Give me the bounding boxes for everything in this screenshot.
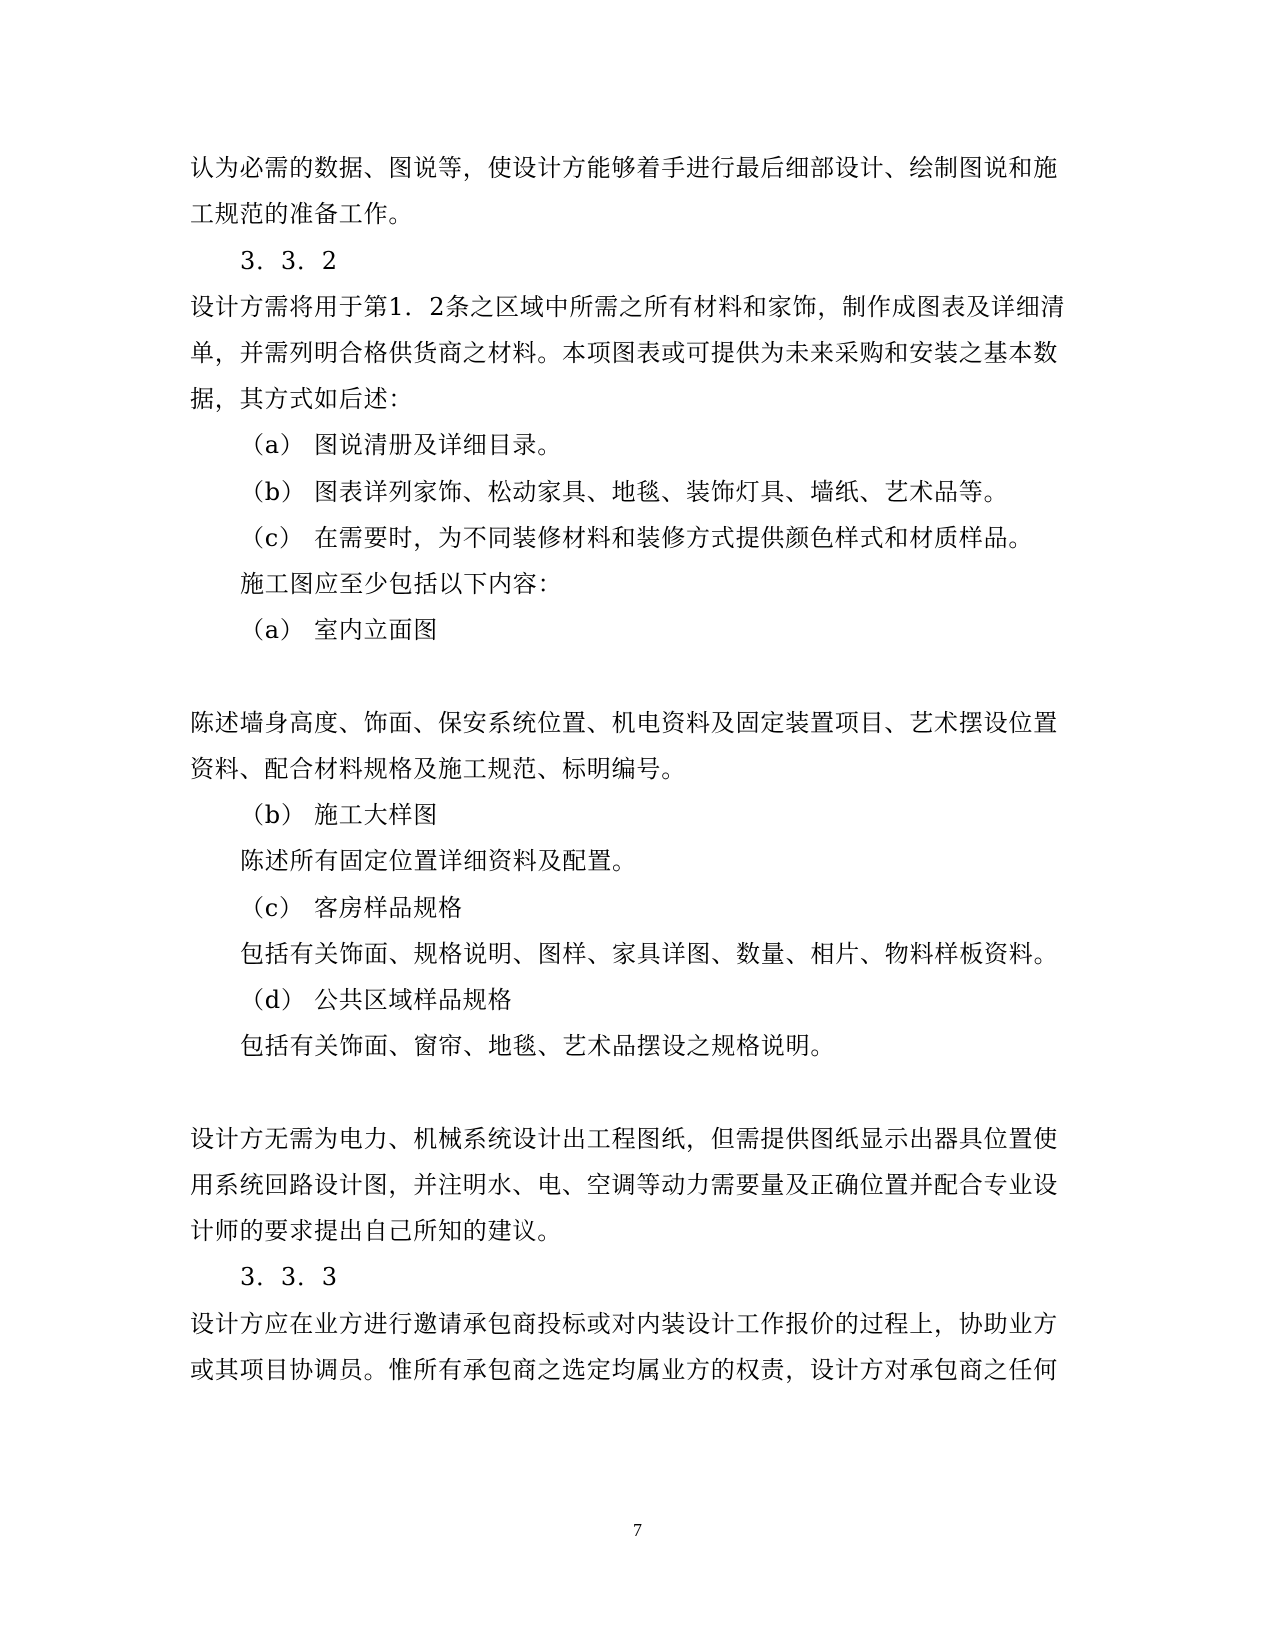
paragraph-line: 设计方无需为电力、机械系统设计出工程图纸，但需提供图纸显示出器具位置使: [190, 1125, 1058, 1153]
paragraph-line: 用系统回路设计图，并注明水、电、空调等动力需要量及正确位置并配合专业设: [190, 1171, 1058, 1199]
list-marker: （c）: [240, 894, 304, 922]
list-marker: （d）: [240, 986, 306, 1014]
paragraph-line: 资料、配合材料规格及施工规范、标明编号。: [190, 755, 686, 783]
list-item-text: 施工大样图: [314, 801, 438, 829]
list-item: [240, 430, 562, 460]
list-item-text: 室内立面图: [314, 616, 438, 644]
paragraph-line: 单，并需列明合格供货商之材料。本项图表或可提供为未来采购和安装之基本数: [190, 339, 1058, 367]
section-number-3-3-2: 3．3．2: [240, 247, 338, 275]
list-marker: （a）: [240, 616, 305, 644]
list-marker: （b）: [240, 478, 306, 506]
paragraph-line: 据，其方式如后述：: [190, 385, 414, 413]
list-marker: （b）: [240, 801, 306, 829]
item-description: 陈述所有固定位置详细资料及配置。: [240, 847, 637, 875]
section-number-3-3-3: 3．3．3: [240, 1263, 338, 1291]
paragraph-line: 设计方应在业方进行邀请承包商投标或对内装设计工作报价的过程上，协助业方: [190, 1310, 1058, 1338]
paragraph-line: 认为必需的数据、图说等，使设计方能够着手进行最后细部设计、绘制图说和施: [190, 154, 1058, 182]
list-item: [240, 477, 1008, 507]
paragraph-line: 设计方需将用于第1．2条之区域中所需之所有材料和家饰，制作成图表及详细清: [190, 293, 1066, 321]
list-item: [240, 985, 512, 1015]
list-item: [240, 893, 463, 923]
list-marker: （a）: [240, 431, 305, 459]
paragraph-line: 计师的要求提出自己所知的建议。: [190, 1217, 562, 1245]
list-item-text: 图表详列家饰、松动家具、地毯、装饰灯具、墙纸、艺术品等。: [314, 478, 1009, 506]
construction-intro: 施工图应至少包括以下内容：: [240, 570, 563, 598]
list-item-text: 公共区域样品规格: [314, 986, 513, 1014]
list-marker: （c）: [240, 524, 304, 552]
list-item-text: 在需要时，为不同装修材料和装修方式提供颜色样式和材质样品。: [314, 524, 1034, 552]
paragraph-line: 工规范的准备工作。: [190, 200, 414, 228]
paragraph-line: 或其项目协调员。惟所有承包商之选定均属业方的权责，设计方对承包商之任何: [190, 1356, 1058, 1384]
list-item-text: 图说清册及详细目录。: [314, 431, 562, 459]
list-item: [240, 800, 438, 830]
list-item-text: 客房样品规格: [314, 894, 463, 922]
item-description: 包括有关饰面、窗帘、地毯、艺术品摆设之规格说明。: [240, 1032, 836, 1060]
page-number: 7: [633, 1520, 642, 1540]
paragraph-line: 陈述墙身高度、饰面、保安系统位置、机电资料及固定装置项目、艺术摆设位置: [190, 709, 1058, 737]
list-item: [240, 615, 438, 645]
list-item: [240, 523, 1033, 553]
item-description: 包括有关饰面、规格说明、图样、家具详图、数量、相片、物料样板资料。: [240, 940, 1059, 968]
